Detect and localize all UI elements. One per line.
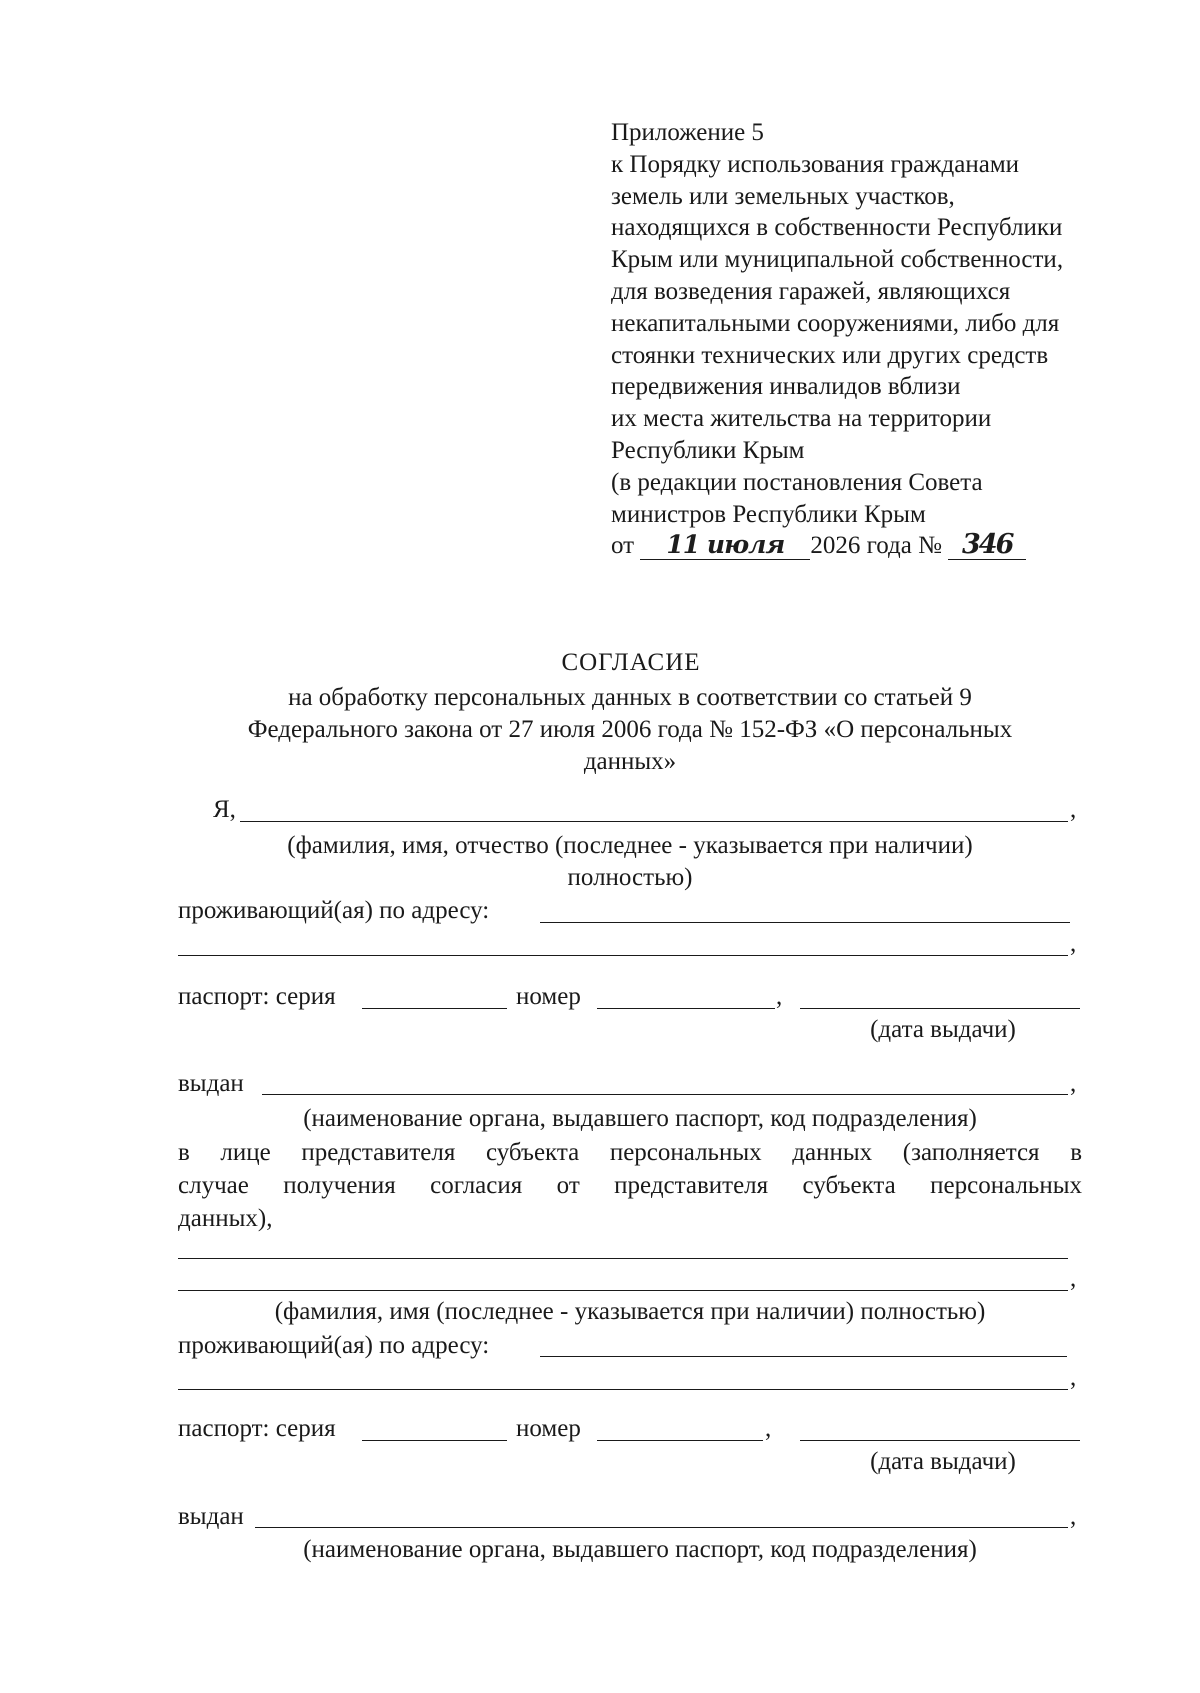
rep-fio-caption: (фамилия, имя (последнее - указывается при наличии) полностью) — [274, 1298, 986, 1325]
rep-passport-number-field[interactable] — [597, 1440, 763, 1441]
rep-passport-series-label: паспорт: серия — [178, 1415, 336, 1442]
annex-line: (в редакции постановления Совета — [611, 468, 983, 496]
comma: , — [1070, 1364, 1077, 1391]
rep-issue-date-field[interactable] — [800, 1440, 1080, 1441]
annex-line: их места жительства на территории — [611, 405, 992, 433]
address-label: проживающий(ая) по адресу: — [178, 897, 490, 924]
representative-line: в лице представителя субъекта персональных данных (заполняется в — [178, 1139, 1082, 1166]
fio-field[interactable] — [240, 821, 1068, 822]
handwritten-number: 346 — [948, 531, 1026, 560]
annex-line: передвижения инвалидов вблизи — [611, 373, 961, 401]
subtitle-line: на обработку персональных данных в соответствии со статьей 9 — [288, 684, 972, 711]
rep-fio-field[interactable] — [178, 1258, 1068, 1259]
fio-caption: (фамилия, имя, отчество (последнее - указывается при наличии) — [287, 832, 973, 859]
annex-line: некапитальными сооружениями, либо для — [611, 309, 1060, 337]
issued-by-label: выдан — [178, 1070, 244, 1097]
passport-number-field[interactable] — [597, 1008, 775, 1009]
passport-series-field[interactable] — [362, 1008, 507, 1009]
document-title: СОГЛАСИЕ — [561, 649, 701, 676]
annex-line: к Порядку использования гражданами — [611, 150, 1020, 178]
comma: , — [765, 1415, 772, 1442]
issue-date-field[interactable] — [800, 1008, 1080, 1009]
representative-line: данных), — [178, 1205, 273, 1232]
rep-passport-number-label: номер — [516, 1415, 581, 1442]
comma: , — [1070, 796, 1077, 823]
annex-line: находящихся в собственности Республики — [611, 214, 1063, 242]
annex-line: Республики Крым — [611, 436, 805, 464]
comma: , — [1070, 1070, 1077, 1097]
date-prefix: от — [611, 532, 635, 560]
rep-address-field-line2[interactable] — [178, 1389, 1068, 1390]
rep-address-field[interactable] — [540, 1356, 1067, 1357]
handwritten-date: 11 июля — [640, 531, 810, 560]
annex-block — [611, 117, 1171, 562]
annex-line: земель или земельных участков, — [611, 182, 955, 210]
comma: , — [1070, 1503, 1077, 1530]
issue-date-caption: (дата выдачи) — [870, 1016, 1016, 1043]
passport-series-label: паспорт: серия — [178, 983, 336, 1010]
rep-issuer-caption: (наименование органа, выдавшего паспорт, код подразделения) — [303, 1536, 977, 1563]
annex-line: для возведения гаражей, являющихся — [611, 277, 1011, 305]
rep-issued-by-label: выдан — [178, 1503, 244, 1530]
passport-number-label: номер — [516, 983, 581, 1010]
subtitle-line: данных» — [583, 748, 677, 775]
representative-paragraph — [178, 1136, 1082, 1235]
comma: , — [776, 983, 783, 1010]
rep-issue-date-caption: (дата выдачи) — [870, 1448, 1016, 1475]
rep-issued-by-field[interactable] — [255, 1527, 1068, 1528]
comma: , — [1070, 1265, 1077, 1292]
fio-caption-cont: полностью) — [567, 864, 693, 891]
rep-passport-series-field[interactable] — [362, 1440, 507, 1441]
address-field-line2[interactable] — [178, 955, 1068, 956]
document-subtitle — [180, 682, 1080, 778]
address-field[interactable] — [540, 922, 1070, 923]
annex-line: Приложение 5 — [611, 119, 764, 146]
resolution-date-line — [611, 530, 1171, 562]
issued-by-field[interactable] — [262, 1094, 1068, 1095]
issuer-caption: (наименование органа, выдавшего паспорт, код подразделения) — [303, 1105, 977, 1132]
year-text: 2026 года № — [810, 532, 942, 560]
rep-fio-field-line2[interactable] — [178, 1290, 1068, 1291]
representative-line: случае получения согласия от представителя субъекта персональных — [178, 1172, 1082, 1199]
comma: , — [1070, 930, 1077, 957]
annex-line: стоянки технических или других средств — [611, 341, 1049, 369]
annex-line: Крым или муниципальной собственности, — [611, 246, 1064, 274]
subtitle-line: Федерального закона от 27 июля 2006 года № 152-ФЗ «О персональных — [247, 716, 1013, 743]
annex-line: министров Республики Крым — [611, 500, 926, 528]
rep-address-label: проживающий(ая) по адресу: — [178, 1332, 490, 1359]
fio-label: Я, — [213, 796, 236, 823]
